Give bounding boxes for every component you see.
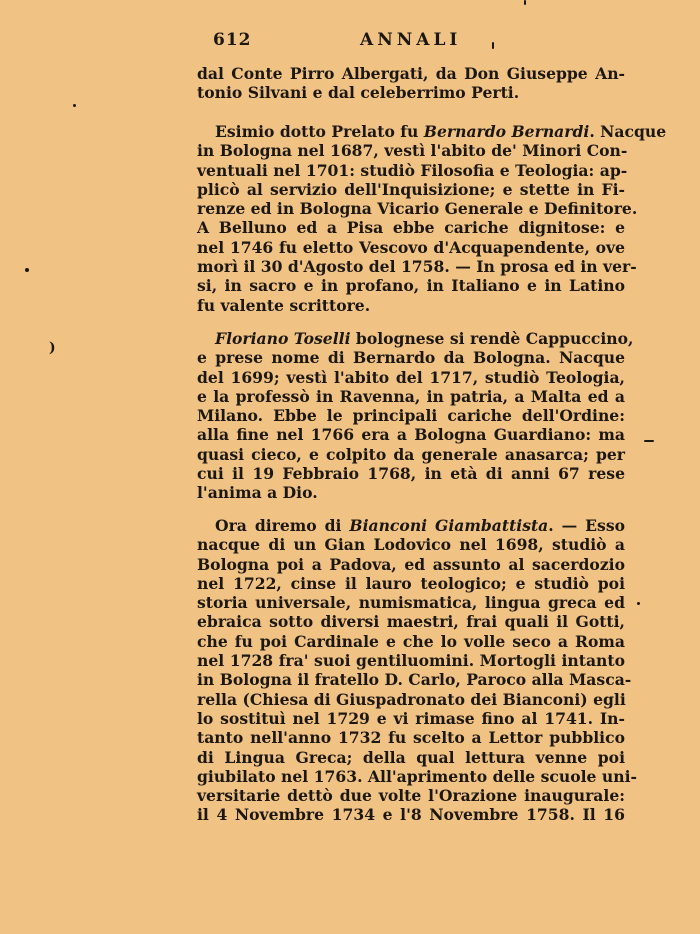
text-line: plicò al servizio dell'Inquisizione; e stette in Fi- — [197, 179, 625, 199]
page-number: 612 — [213, 30, 252, 50]
paragraph-bernardi — [197, 122, 667, 315]
text-line: l'anima a Dio. — [197, 483, 318, 503]
text-line: in Bologna nel 1687, vestì l'abito de' Minori Con- — [197, 141, 628, 161]
text-line: lo sostituì nel 1729 e vi rimase fino al 1741. In- — [197, 708, 625, 728]
text-fragment: bolognese si rendè Cappuccino, — [350, 329, 634, 348]
text-line: rella (Chiesa di Giuspadronato dei Bianconi) egli — [197, 689, 626, 709]
text-line: Bologna poi a Padova, ed assunto al sacerdozio — [197, 554, 625, 574]
text-line — [197, 516, 625, 535]
text-line: cui il 19 Febbraio 1768, in età di anni 67 rese — [197, 464, 625, 484]
text-line: in Bologna il fratello D. Carlo, Paroco alla Masca- — [197, 670, 632, 690]
text-line: che fu poi Cardinale e che lo volle seco a Roma — [197, 631, 625, 651]
ink-speck — [644, 440, 654, 442]
text-line: tanto nell'anno 1732 fu scelto a Lettor pubblico — [197, 728, 625, 748]
text-line: ventuali nel 1701: studiò Filosofia e Teologia: ap- — [197, 160, 628, 180]
ink-speck — [492, 42, 494, 49]
text-line: si, in sacro e in profano, in Italiano e in Latino — [197, 276, 625, 296]
text-line: del 1699; vestì l'abito del 1717, studiò Teologia, — [197, 367, 625, 387]
text-line: dal Conte Pirro Albergati, da Don Giuseppe An- — [197, 64, 625, 83]
text-line: nacque di un Gian Lodovico nel 1698, studiò a — [197, 535, 625, 555]
text-line: renze ed in Bologna Vicario Generale e Definitore. — [197, 199, 638, 219]
paragraph-bianconi — [197, 516, 637, 825]
text-line: il 4 Novembre 1734 e l'8 Novembre 1758. Il 16 — [197, 805, 625, 825]
text-fragment: Esimio dotto Prelato fu — [215, 122, 419, 141]
text-line: quasi cieco, e colpito da generale anasarca; per — [197, 444, 625, 464]
ink-speck — [637, 602, 640, 605]
page-header — [213, 30, 473, 56]
paragraph-continuation — [197, 64, 625, 103]
text-fragment: Ora diremo di — [215, 516, 342, 535]
text-line: versitarie dettò due volte l'Orazione inaugurale: — [197, 786, 625, 806]
text-line: e la professò in Ravenna, in patria, a Malta ed a — [197, 386, 625, 406]
text-fragment: . — Esso — [548, 516, 626, 535]
text-line — [197, 122, 667, 141]
text-line: ebraica sotto diversi maestri, frai quali il Gotti, — [197, 612, 625, 632]
text-line: di Lingua Greca; della qual lettura venne poi — [197, 747, 625, 767]
text-line: tonio Silvani e dal celeberrimo Perti. — [197, 83, 520, 103]
person-name: Bianconi Giambattista — [349, 516, 549, 535]
text-line: nel 1722, cinse il lauro teologico; e studiò poi — [197, 573, 625, 593]
text-line: storia universale, numismatica, lingua greca ed — [197, 593, 625, 613]
paragraph-toselli — [197, 329, 634, 503]
ink-speck — [524, 0, 526, 5]
text-line: morì il 30 d'Agosto del 1758. — In prosa ed in ver- — [197, 257, 637, 277]
text-line: A Belluno ed a Pisa ebbe cariche dignitose: e — [197, 218, 625, 238]
person-name: Floriano Toselli — [215, 329, 351, 348]
text-line: giubilato nel 1763. All'aprimento delle scuole uni- — [197, 766, 637, 786]
ink-bracket-mark: ) — [49, 340, 56, 356]
ink-speck — [73, 104, 76, 107]
text-line: fu valente scrittore. — [197, 295, 371, 315]
text-line: nel 1746 fu eletto Vescovo d'Acquapendente, ove — [197, 237, 625, 257]
text-line: nel 1728 fra' suoi gentiluomini. Mortogli intanto — [197, 651, 625, 671]
text-line: alla fine nel 1766 era a Bologna Guardiano: ma — [197, 425, 625, 445]
running-head: ANNALI — [360, 30, 462, 50]
text-line — [197, 329, 634, 348]
text-line: Milano. Ebbe le principali cariche dell'Ordine: — [197, 406, 625, 426]
text-line: e prese nome di Bernardo da Bologna. Nacque — [197, 348, 625, 368]
person-name: Bernardo Bernardi — [423, 122, 590, 141]
text-fragment: . Nacque — [589, 122, 667, 141]
ink-speck — [25, 268, 29, 272]
